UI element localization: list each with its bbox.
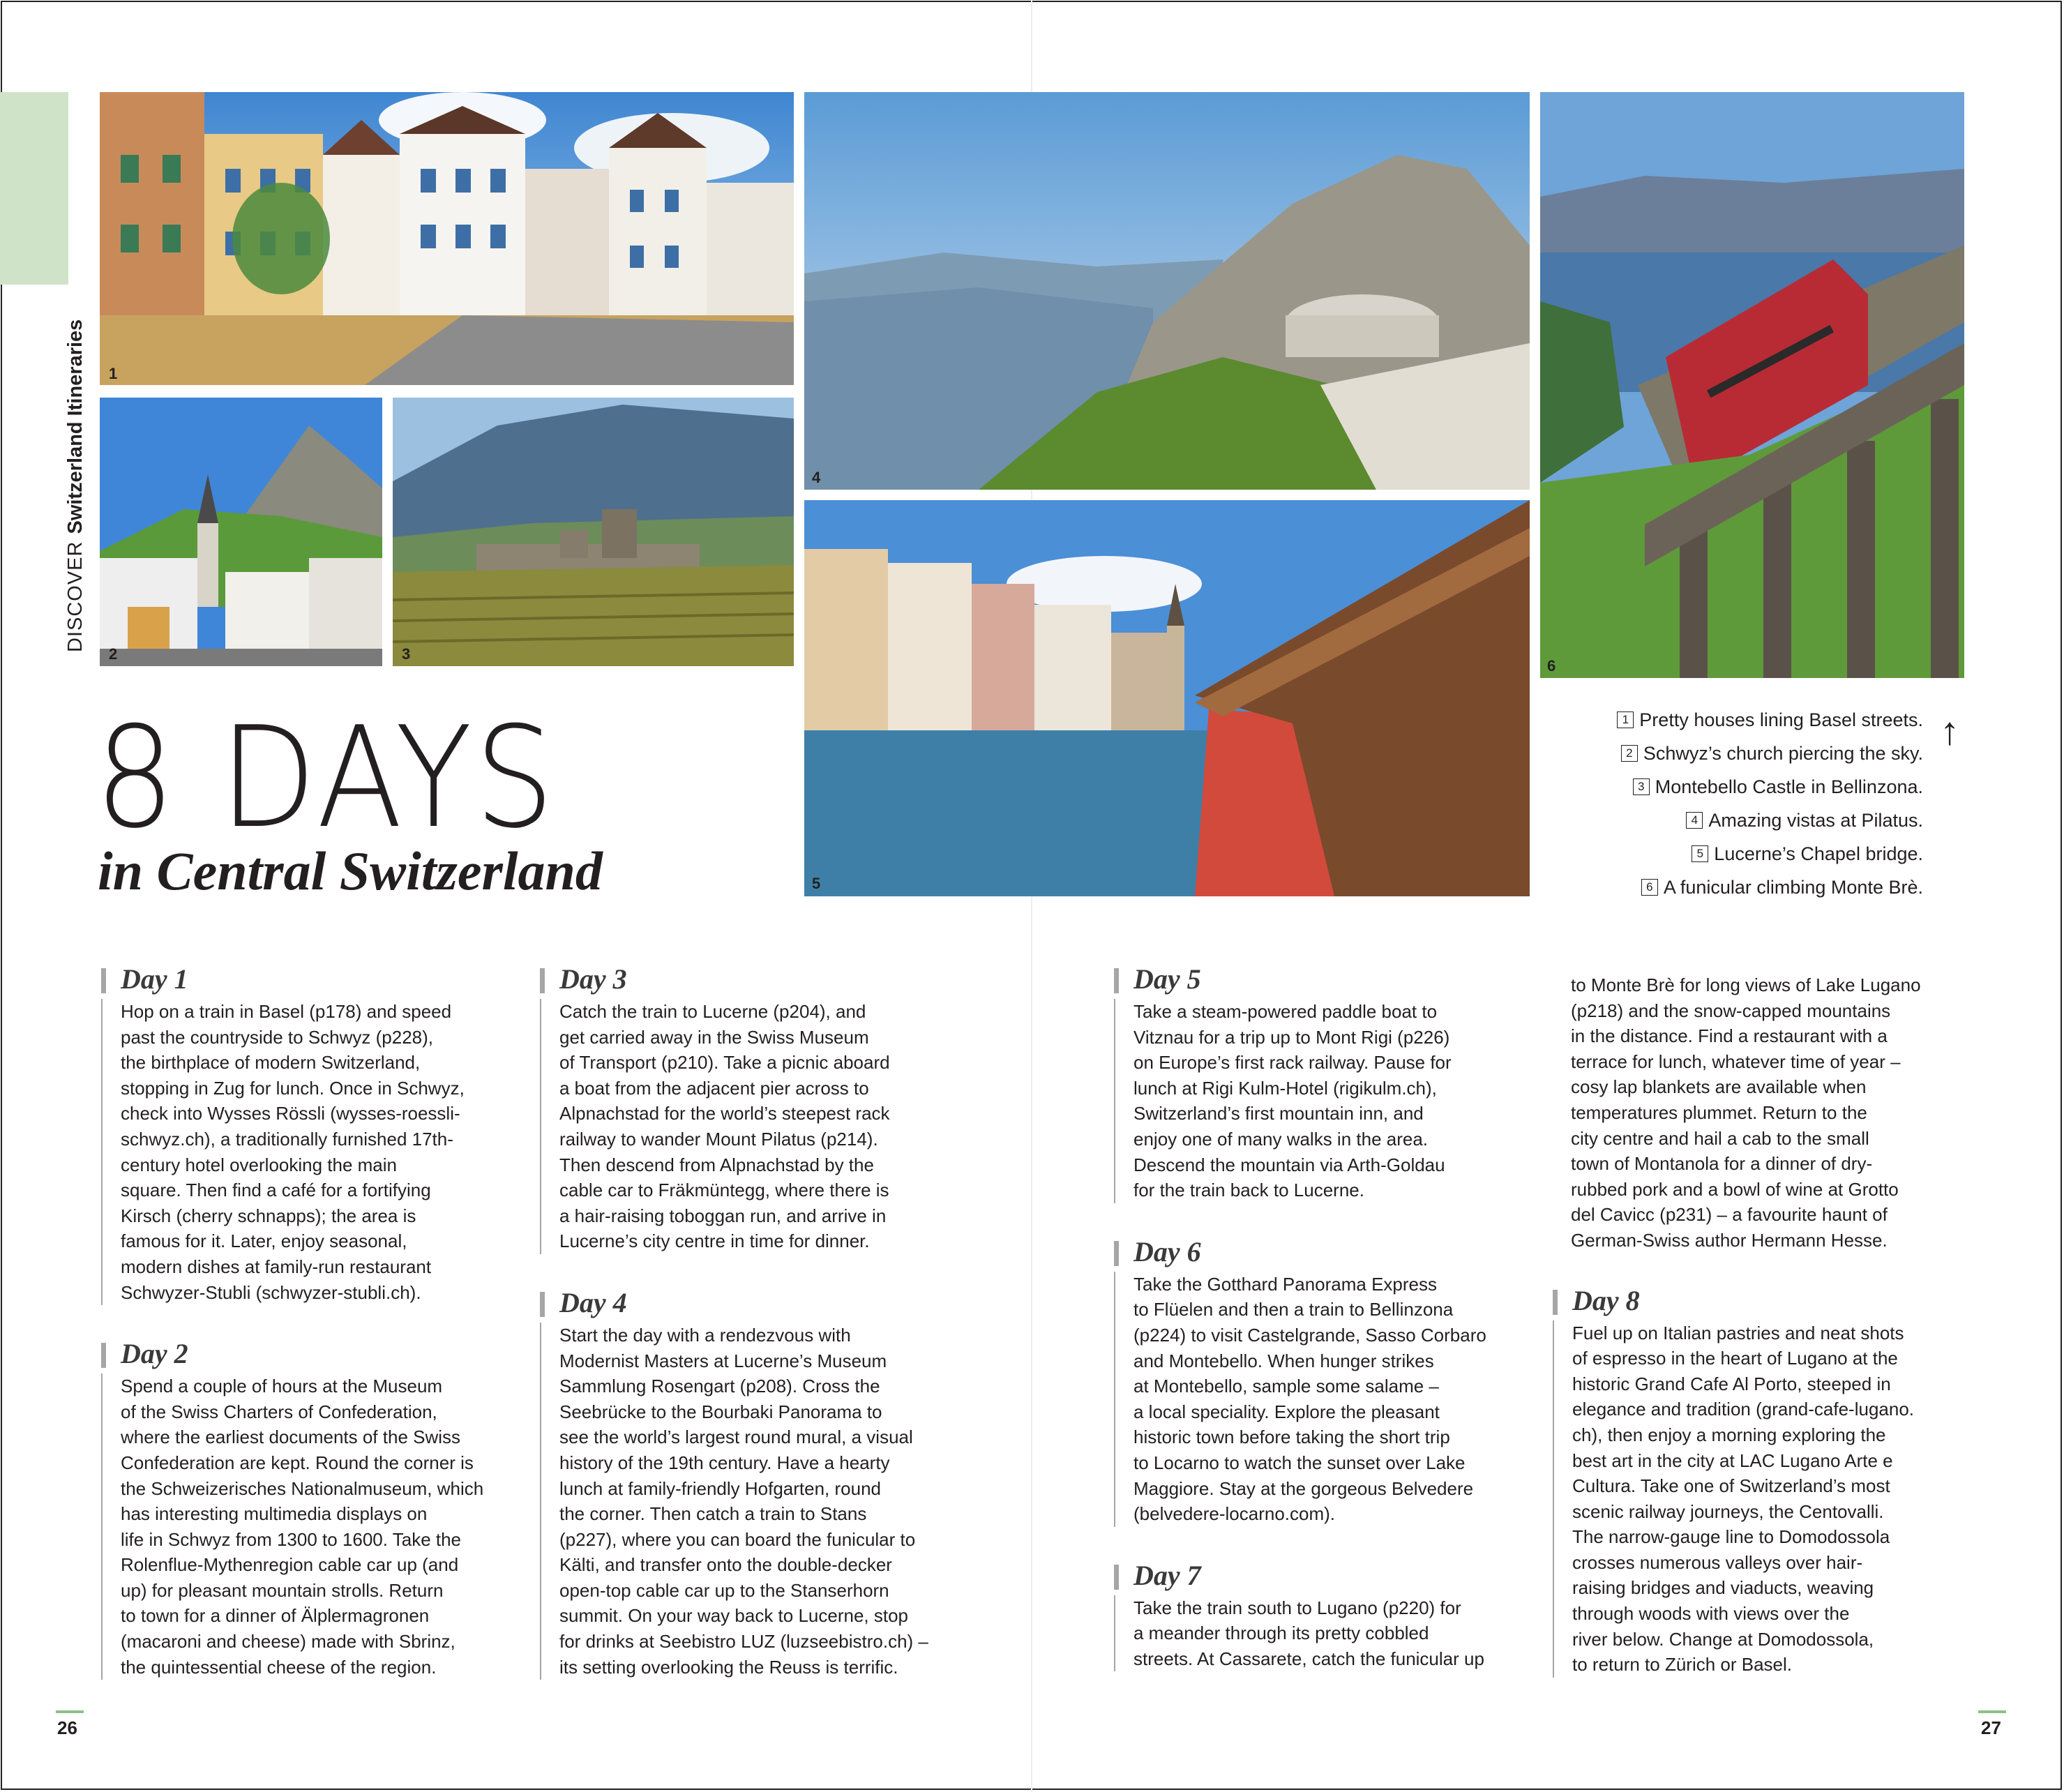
photo-montebello-castle (393, 398, 794, 666)
day-5 (1114, 960, 1505, 1203)
day-5-heading: Day 5 (1114, 960, 1505, 999)
section-tab (0, 92, 68, 285)
photo-pilatus (804, 92, 1530, 490)
day-3-text: Catch the train to Lucerne (p204), and get carried away in the Swiss Museum of Transport (p210). Take a picnic aboard a boat from the adjacent pier across to Alpnachstad for the world’s steepest rack railway to wander Mount Pilatus (p214). Then descend from Alpnachstad by the cable car to Fräkmüntegg, where there is a hair-raising toboggan run, and arrive in Lucerne’s city centre in time for dinner. (540, 999, 931, 1254)
day-4-text: Start the day with a rendezvous with Modernist Masters at Lucerne’s Museum Sammlung Rosengart (p208). Cross the Seebrücke to the Bourbaki Panorama to see the world’s largest round mural, a visual history of the 19th century. Have a hearty lunch at family-friendly Hofgarten, round the corner. Then catch a train to Stans (p227), where you can board the funicular to Kälti, and transfer onto the double-decker open-top cable car up to the Stanserhorn summit. On your way back to Lucerne, stop for drinks at Seebistro LUZ (luzseebistro.ch) – its setting overlooking the Reuss is terrific. (540, 1323, 931, 1680)
photo-number-2: 2 (109, 645, 118, 663)
day-8-heading: Day 8 (1553, 1281, 1943, 1320)
day-6 (1114, 1233, 1505, 1527)
photo-number-3: 3 (402, 645, 411, 663)
caption-item (1617, 871, 1923, 904)
day-3-heading: Day 3 (540, 960, 931, 999)
photo-number-1: 1 (109, 365, 118, 382)
day-7-text-continued: to Monte Brè for long views of Lake Lugano (p218) and the snow-capped mountains in the distance. Find a restaurant with a terrace for lunch, whatever time of year – cosy lap blankets are available when temperatures plummet. Return to the city centre and hail a cab to the small town of Montanola for a dinner of dry- rubbed pork and a bowl of wine at Grotto del Cavicc (p231) – a favourite haunt of German-Swiss author Hermann Hesse. (1571, 974, 1921, 1251)
day-1-heading: Day 1 (101, 960, 492, 999)
caption-item (1617, 770, 1923, 804)
caption-text-5: Lucerne’s Chapel bridge. (1714, 843, 1923, 864)
arrow-up-icon: ↑ (1940, 709, 1959, 753)
day-1 (101, 960, 492, 1305)
day-4 (540, 1283, 931, 1680)
photo-basel-houses (100, 92, 794, 385)
photo-funicular (1540, 92, 1964, 678)
photo-chapel-bridge (804, 500, 1530, 896)
day-5-text: Take a steam-powered paddle boat to Vitznau for a trip up to Mont Rigi (p226) on Europe’s first rack railway. Pause for lunch at Rigi Kulm-Hotel (rigikulm.ch), Switzerland’s first mountain inn, and enjoy one of many walks in the area. Descend the mountain via Arth-Goldau for the train back to Lucerne. (1114, 999, 1505, 1203)
caption-number-4: 4 (1686, 812, 1703, 829)
caption-text-1: Pretty houses lining Basel streets. (1639, 709, 1923, 730)
caption-number-1: 1 (1617, 711, 1634, 728)
page-number-right: 27 (1981, 1717, 2001, 1738)
day-1-text: Hop on a train in Basel (p178) and speed past the countryside to Schwyz (p228), the birthplace of modern Switzerland, stopping in Zug for lunch. Once in Schwyz, check into Wysses Rössli (wysses-roessli- schwyz.ch), a traditionally furnished 17th- century hotel overlooking the main square. Then find a café for a fortifying Kirsch (cherry schnapps); the area is famous for it. Later, enjoy seasonal, modern dishes at family-run restaurant Schwyzer-Stubli (schwyzer-stubli.ch). (101, 999, 492, 1305)
caption-text-3: Montebello Castle in Bellinzona. (1655, 776, 1923, 797)
photo-schwyz-church (100, 398, 382, 666)
side-label-discover: DISCOVER (64, 541, 86, 652)
day-2-heading: Day 2 (101, 1334, 492, 1373)
day-6-text: Take the Gotthard Panorama Express to Flüelen and then a train to Bellinzona (p224) to visit Castelgrande, Sasso Corbaro and Montebello. When hunger strikes at Montebello, sample some salame – a local speciality. Explore the pleasant historic town before taking the short trip to Locarno to watch the sunset over Lake Maggiore. Stay at the gorgeous Belvedere (belvedere-locarno.com). (1114, 1272, 1505, 1527)
column-3 (1114, 960, 1505, 1671)
section-side-label (64, 319, 87, 652)
column-4 (1553, 972, 1943, 1678)
column-2 (540, 960, 931, 1680)
day-8-text: Fuel up on Italian pastries and neat shots of espresso in the heart of Lugano at the historic Grand Cafe Al Porto, steeped in elegance and tradition (grand-cafe-lugano. ch), then enjoy a morning exploring the best art in the city at LAC Lugano Arte e Cultura. Take one of Switzerland’s most scenic railway journeys, the Centovalli. The narrow-gauge line to Domodossola crosses numerous valleys over hair- raising bridges and viaducts, weaving through woods with views over the river below. Change at Domodossola, to return to Zürich or Basel. (1553, 1320, 1943, 1678)
caption-number-3: 3 (1633, 778, 1650, 795)
page-subtitle: in Central Switzerland (98, 841, 603, 901)
page-number-bar-right (1978, 1710, 2006, 1713)
photo-number-6: 6 (1547, 657, 1556, 675)
page-number-bar-left (56, 1710, 84, 1713)
photo-number-4: 4 (812, 469, 821, 486)
page-title: 8 DAYS (95, 697, 557, 859)
caption-text-6: A funicular climbing Monte Brè. (1663, 877, 1923, 898)
caption-text-2: Schwyz’s church piercing the sky. (1643, 743, 1923, 764)
day-8 (1553, 1281, 1943, 1678)
photo-number-5: 5 (812, 875, 821, 892)
caption-item (1617, 837, 1923, 871)
caption-number-6: 6 (1641, 879, 1658, 896)
day-6-heading: Day 6 (1114, 1233, 1505, 1272)
day-2 (101, 1334, 492, 1680)
day-3 (540, 960, 931, 1254)
day-7-text: Take the train south to Lugano (p220) for a meander through its pretty cobbled streets. At Cassarete, catch the funicular up (1114, 1595, 1505, 1672)
day-7-heading: Day 7 (1114, 1556, 1505, 1595)
caption-item (1617, 737, 1923, 770)
page-number-left: 26 (57, 1717, 77, 1738)
caption-number-2: 2 (1621, 745, 1638, 762)
day-4-heading: Day 4 (540, 1283, 931, 1323)
day-7 (1114, 1556, 1505, 1672)
day-2-text: Spend a couple of hours at the Museum of the Swiss Charters of Confederation, where the earliest documents of the Swiss Confederation are kept. Round the corner is the Schweizerisches Nationalmuseum, which has interesting multimedia displays on life in Schwyz from 1300 to 1600. Take the Rolenflue-Mythenregion cable car up (and up) for pleasant mountain strolls. Return to town for a dinner of Älplermagronen (macaroni and cheese) made with Sbrinz, the quintessential cheese of the region. (101, 1373, 492, 1680)
caption-number-5: 5 (1692, 845, 1708, 862)
column-1 (101, 960, 492, 1680)
side-label-section: Switzerland Itineraries (64, 319, 86, 534)
photo-captions (1617, 703, 1923, 904)
day-7-continued (1553, 972, 1943, 1253)
caption-item (1617, 804, 1923, 837)
caption-text-4: Amazing vistas at Pilatus. (1708, 810, 1923, 831)
caption-item (1617, 703, 1923, 737)
